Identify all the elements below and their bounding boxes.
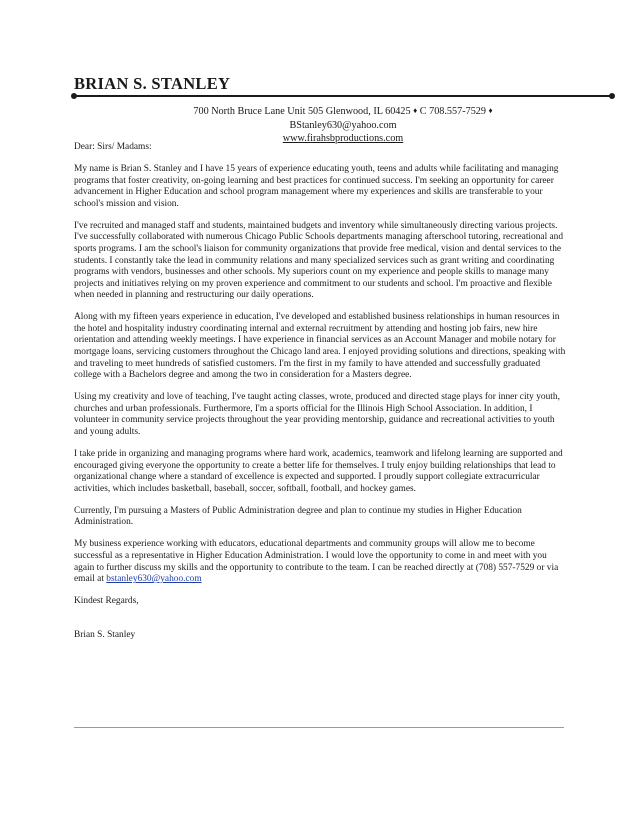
- diamond-separator-icon: ♦: [413, 106, 418, 115]
- letter-body: [74, 142, 566, 652]
- paragraph: [74, 539, 566, 585]
- closing: Kindest Regards,: [74, 596, 139, 607]
- paragraph: I've recruited and managed staff and students, maintained budgets and inventory while simultaneously directing various projects. I've successfully collaborated with numerous Chicago Public Schools departments managing afterschool tutoring, recreational and sports programs. I am the school's liaison for community organizations that provide free medical, vision and dental services to the students. I constantly take the lead in community relations and many specialized services such as grant writing and coordinating programs with vendors, businesses and other schools. My superiors count on my experience and people skills to manage many projects and initiatives relying on my proven experience and commitment to our students and school. I'm proactive and flexible when needed in planning and restructuring our daily operations.: [74, 220, 564, 301]
- website-link[interactable]: www.firahsbproductions.com: [282, 133, 404, 144]
- contact-block: [74, 104, 612, 146]
- paragraph: Along with my fifteen years experience in education, I've developed and established business relationships in human resources in the hotel and hospitality industry coordinating internal and external recruitment by attending and hosting job fairs, new hire orientation and attending weekly meetings. I have experience in financial services as an Account Manager and mobile notary for mortgage loans, servicing customers throughout the Chicago land area. I enjoyed providing solutions and directions, speaking with and traveling to meet hundreds of satisfied customers. I'm the first in my family to have attended and successfully graduated college with a Bachelors degree and among the two in consideration for a Masters degree.: [74, 312, 566, 381]
- phone: C 708.557-7529: [419, 106, 486, 117]
- paragraph: Using my creativity and love of teaching, I've taught acting classes, wrote, produced and directed stage plays for inner city youth, churches and urban professionals. Furthermore, I'm a sports official for the Illinois High School Association. In addition, I volunteer in community service projects throughout the year providing mentorship, guidance and recreational activities to youth and young adults.: [74, 392, 560, 438]
- header-rule: [74, 95, 612, 97]
- email: BStanley630@yahoo.com: [289, 119, 397, 131]
- applicant-name: BRIAN S. STANLEY: [74, 74, 231, 93]
- footer-rule: [74, 727, 564, 728]
- email-link[interactable]: bstanley630@yahoo.com: [106, 574, 202, 585]
- diamond-separator-icon: ♦: [488, 106, 493, 115]
- contact-line: [74, 104, 612, 119]
- salutation: Dear: Sirs/ Madams:: [74, 142, 152, 152]
- paragraph: My name is Brian S. Stanley and I have 15 years of experience educating youth, teens and adults while facilitating and managing programs that foster creativity, on-going learning and best practices for continued success. I'm seeking an opportunity for career advancement in Higher Education and school program management where my experiences and skills are transferable to your school's mission and vision.: [74, 163, 559, 209]
- final-paragraph-text: My business experience working with educators, educational departments and community groups will allow me to become successful as a representative in Higher Education Administration. I would love the opportunity to come in and meet with you again to further discuss my skills and the opportunity to contribute to the team. I can be reached directly at (708) 557-7529 or via email at: [74, 539, 559, 585]
- paragraph: I take pride in organizing and managing programs where hard work, academics, teamwork and lifelong learning are supported and encouraged giving everyone the opportunity to create a better life for themselves. I truly enjoy building relationships that lead to organizational change where a standard of excellence is expected and supported. I proudly support collegiate extracurricular activities, which includes basketball, baseball, soccer, softball, football, and hockey games.: [74, 449, 563, 494]
- rule-right-dot: [609, 93, 615, 99]
- address: 700 North Bruce Lane Unit 505 Glenwood, IL 60425: [193, 106, 411, 117]
- signature: Brian S. Stanley: [74, 629, 136, 640]
- paragraph: Currently, I'm pursuing a Masters of Public Administration degree and plan to continue my studies in Higher Education Administration.: [74, 505, 522, 528]
